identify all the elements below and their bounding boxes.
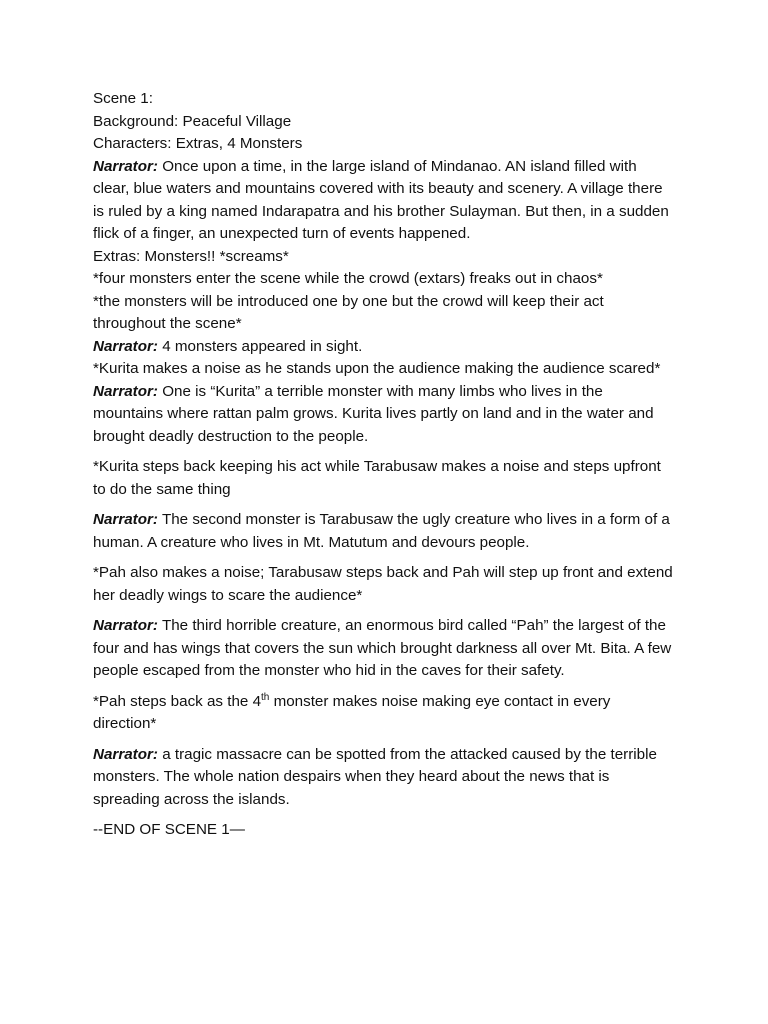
scene-heading: Scene 1:: [93, 90, 153, 107]
speaker-label: Narrator:: [93, 337, 158, 355]
paragraph-text: a tragic massacre can be spotted from the attacked caused by the terrible monsters. The whole nation despairs when they heard about the news that is spreading across the islands.: [93, 745, 657, 808]
paragraph-text: Once upon a time, in the large island of Mindanao. AN island filled with clear, blue waters and mountains covered with its beauty and scenery. A village there is ruled by a king named Indarapatra and his brother Sulayman. But then, in a sudden flick of a finger, an unexpected turn of events happened.: [93, 157, 669, 242]
speaker-label: Narrator:: [93, 157, 158, 175]
paragraph-text: The second monster is Tarabusaw the ugly creature who lives in a form of a human. A creature who lives in Mt. Matutum and devours people.: [93, 511, 670, 551]
end-of-scene: --END OF SCENE 1—: [93, 821, 245, 838]
paragraph-text: monster makes noise making eye contact in every direction*: [93, 692, 611, 732]
speaker-label: Narrator:: [93, 382, 158, 400]
narrator-paragraph: [93, 615, 673, 683]
narrator-paragraph: [93, 509, 673, 554]
stage-direction: [93, 691, 673, 736]
stage-direction: *Pah also makes a noise; Tarabusaw steps back and Pah will step up front and extend her deadly wings to scare the audience*: [93, 564, 673, 604]
document-page: [93, 88, 673, 842]
narrator-paragraph: [93, 381, 673, 449]
speaker-label: Narrator:: [93, 511, 158, 528]
characters-line: Characters: Extras, 4 Monsters: [93, 135, 303, 152]
narrator-paragraph: [93, 156, 673, 246]
narrator-paragraph: [93, 336, 673, 359]
narrator-paragraph: [93, 744, 673, 812]
extras-line: Extras: Monsters!! *screams*: [93, 247, 289, 265]
ordinal-suffix: th: [261, 691, 270, 703]
background-line: Background: Peaceful Village: [93, 112, 292, 130]
paragraph-text: *Pah steps back as the 4: [93, 692, 262, 710]
paragraph-text: The third horrible creature, an enormous bird called “Pah” the largest of the four and has wings that covers the sun which brought darkness all over Mt. Bita. A few people escaped from the monster who hid in the caves for their safety.: [93, 617, 672, 679]
stage-direction: *Kurita steps back keeping his act while Tarabusaw makes a noise and steps upfront to do the same thing: [93, 458, 661, 498]
stage-direction: *four monsters enter the scene while the crowd (extars) freaks out in chaos*: [93, 270, 603, 287]
paragraph-text: One is “Kurita” a terrible monster with many limbs who lives in the mountains where rattan palm grows. Kurita lives partly on land and in the water and brought deadly destruction to the people.: [93, 382, 654, 445]
stage-direction: *the monsters will be introduced one by one but the crowd will keep their act throughout the scene*: [93, 292, 604, 332]
speaker-label: Narrator:: [93, 617, 158, 634]
paragraph-text: 4 monsters appeared in sight.: [158, 337, 363, 355]
speaker-label: Narrator:: [93, 745, 158, 763]
stage-direction: *Kurita makes a noise as he stands upon the audience making the audience scared*: [93, 360, 661, 377]
